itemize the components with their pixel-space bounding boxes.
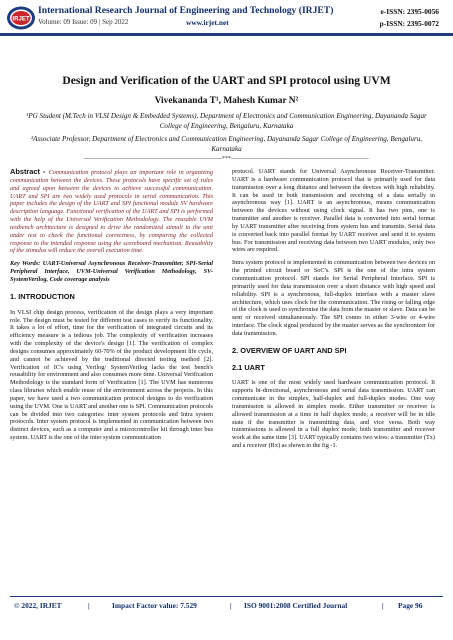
footer-separator: | [382,601,384,610]
affiliation-1: ¹PG Student (M.Tech in VLSI Design & Embedded Systems), Department of Electronics and Communication Engineering, Dayananda Sagar College of Engineering, Bengaluru, Karnataka [26,112,427,130]
journal-website-link[interactable]: www.irjet.net [186,18,229,27]
header-rule [0,33,453,36]
paper-authors: Vivekananda T¹, Mahesh Kumar N² [154,96,299,106]
eissn: e-ISSN: 2395-0056 [380,7,439,16]
right-column [232,168,435,455]
body-paragraph: UART is one of the most widely used hardware communication protocol. It supports bi-directional, asynchronous and serial data transmission. UART can communicate in the simplex, half-duplex and full-duplex modes. One way transmission is allowed in simplex mode. Either transmitter or receiver is allowed transmission at a time in half duplex mode; a receiver will be in idle state if the transmitter is transmitting data, and vice versa. Both way transmissions is allowed in a full duplex mode; both transmitter and receiver work at the same time [3]. UART typically contains two wires: a transmitter (Tx) and a receiver (Rx) as shown in the fig -1. [232,379,435,450]
footer-impact-factor: Impact Factor value: 7.529 [112,601,197,610]
left-column [10,168,213,447]
footer-separator: | [88,601,90,610]
footer-page-number: Page 96 [398,601,423,610]
pissn: p-ISSN: 2395-0072 [379,19,439,28]
body-paragraph: protocol. UART stands for Universal Asynchronous Receiver-Transmitter. UART is a hardware communication protocol that is primarily used for data transmission over a long distance and between the devices with high reliability. It can be used in both transmission and receiving of a data serially in asynchronous way [1]. UART is an asynchronous, means communication between the devices without using clock signal. It has two pins, one is transmitter and another is receiver. Parallel data is converted into serial format by UART transmitter after receiving from system bus and transmits. Serial data is converted back into parallel format by UART receiver and send it to system bus. For transmission and receiving data between two UART modules, only two wires are required. [232,168,435,254]
keywords: Key Words: UART-Universal Asynchronous Receiver-Transmitter, SPI-Serial Peripheral Interface, UVM-Universal Verification Methodology, SV-SystemVerilog, Code coverage analysis [10,260,213,283]
footer-rule [10,596,443,597]
journal-name: International Research Journal of Engineering and Technology (IRJET) [38,5,334,16]
footer-iso: ISO 9001:2008 Certified Journal [244,601,348,610]
irjet-logo [6,5,36,31]
section-divider [0,156,453,162]
section-heading-introduction: 1. INTRODUCTION [10,291,75,301]
subsection-heading-uart: 2.1 UART [232,362,265,372]
body-paragraph: Intra system protocol is implemented in communication between two devices on the printed circuit board or SoC's. SPI is the one of the intra system communication protocol. SPI stands for Serial Peripheral Interface. SPI is primarily used for data transmission over a short distance with high speed and reliability. SPI is a synchronous, full-duplex interface with a master slave architecture, which uses clock for the communication. The rising or falling edge of the clock is used to synchronise the data from the master or slave. Data can be sent or received simultaneously. The SPI comes in either 3-wire or 4-wire interface. The clock signal produced by the master serves as the synchronizer for data transmission. [232,259,435,337]
volume-issue: Volume: 09 Issue: 09 | Sep 2022 [38,18,129,26]
journal-header [0,0,453,36]
logo-text: IRJET [12,16,30,23]
affiliation-2: ²Associate Professor, Department of Electronics and Communication Engineering, Dayananda Sagar College of Engineering, Bengaluru, Karnataka [30,135,423,153]
abstract-label: Abstract - [10,167,49,176]
abstract [10,168,213,255]
abstract-text: Communication protocol plays an important role in organizing communication between the devices. These protocols have specific set of rules and agreed upon between the devices to achieve successful communication. UART and SPI are two widely used protocols in serial communication. This paper includes the design of the UART and SPI functional module SV hardware description language. Functional verification of the UART and SPI is performed with the help of the Universal Verification Methodology. The reusable UVM testbench architecture is designed to drive the randomized stimuli to the unit under test to check the functional correctness, by comparing the collected response to the intended response using the scoreboard mechanism. Reusability of the stimulus will reduce the overall execution time. [10,169,213,255]
paper-title: Design and Verification of the UART and SPI protocol using UVM [62,74,391,87]
introduction-text: In VLSI chip design process, verification of the design plays a very important role. The design must be tested for different test cases to verify its functionality. It takes a lot of effort, time for the verification of integrated circuits and its efficiency measure is a tedious job. The complexity of verification increases with the complexity of the device's design [1]. The verification of complex designs consumes approximately 60-70% of the product development life cycle, and cannot be achieved by the traditional directed testing method [2]. Verification of IC's using Verilog/ SystemVerilog lacks the test bench's reusability for environment and also consumes more time. Universal Verification Methodology is the standard form of Verification [1]. The UVM has numerous class libraries which enable reuse of the environment across the projects. In this paper, we have used a two communication protocol designs to do verification using the UVM. One is UART and another one is SPI. Communication protocols can be divided into two categories: inter system protocols and Intra system protocols. Inter system protocol is implemented in communication between two distinct devices, such as a computer and a microcontroller kit through inter bus system. UART is the one of the inter system communication [10,308,213,442]
section-heading-overview: 2. OVERVIEW OF UART AND SPI [232,345,347,355]
divider-text: ---------------------------------------------------------------------***--------------------------------------------------------------------- [84,156,369,162]
footer-copyright: © 2022, IRJET [14,601,62,610]
footer-separator: | [230,601,232,610]
